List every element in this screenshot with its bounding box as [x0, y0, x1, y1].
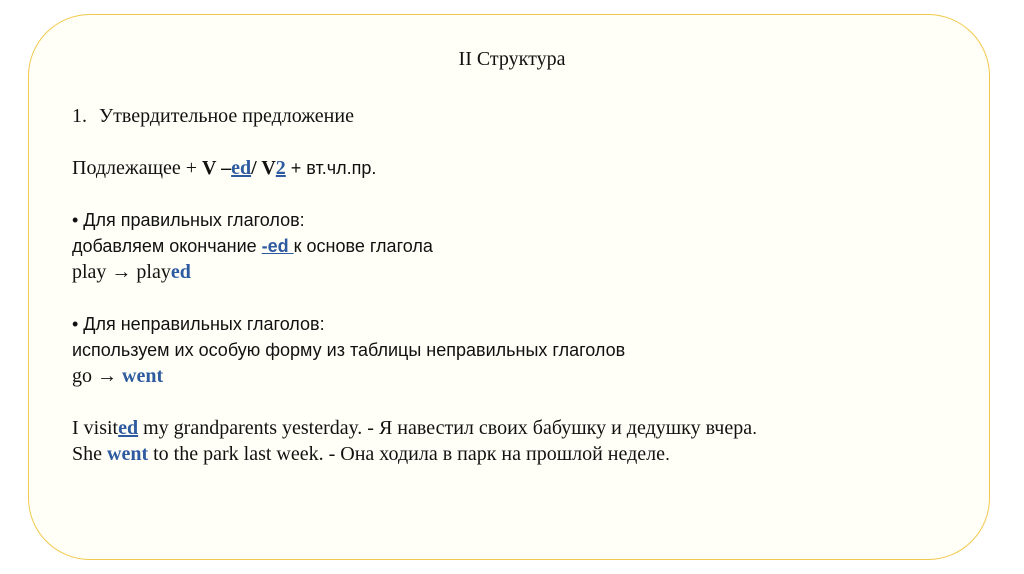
section-heading-text: Утвердительное предложение [99, 105, 354, 127]
section-heading [72, 103, 972, 129]
irregular-example-base: go → [72, 365, 122, 387]
irregular-verbs-example [72, 363, 972, 389]
formula-rest: + вт.чл.пр. [285, 158, 377, 178]
example-2-post: to the park last week. - Она ходила в парк на прошлой неделе [148, 443, 666, 465]
irregular-verbs-bullet: • Для неправильных глаголов: [72, 314, 325, 334]
formula-line [72, 155, 972, 181]
regular-verbs-rule [72, 233, 972, 259]
formula-ed: ed [231, 157, 252, 179]
regular-verbs-bullet: • Для правильных глаголов: [72, 210, 305, 230]
slide-content [72, 103, 972, 467]
example-1-highlight: ed [118, 417, 139, 439]
irregular-example-form: went [122, 365, 164, 387]
example-1-post: my grandparents yesterday. - Я навестил своих бабушку и дедушку вчера [138, 417, 753, 439]
example-1-pre: I visit [72, 417, 119, 439]
example-2-highlight: went [107, 443, 149, 465]
formula-subject: Подлежащее + [72, 157, 203, 179]
example-1-end: . [752, 418, 758, 438]
section-number: 1. [72, 105, 87, 127]
formula-slash: / [251, 157, 262, 179]
regular-rule-ending: -ed [261, 236, 294, 256]
irregular-verbs-rule: используем их особую форму из таблицы неправильных глаголов [72, 340, 626, 360]
regular-example-base: play → play [72, 261, 171, 283]
slide-title: II Структура [458, 48, 566, 70]
example-sentence-2 [72, 441, 972, 467]
regular-verbs-example [72, 259, 972, 285]
formula-v2-number: 2 [275, 157, 286, 179]
example-2-end: . [665, 444, 671, 464]
formula-v2-letter: V [261, 157, 276, 179]
formula-v: V – [202, 157, 232, 179]
example-sentence-1 [72, 415, 972, 441]
regular-rule-prefix: добавляем окончание [72, 236, 262, 256]
regular-rule-suffix: к основе глагола [293, 236, 433, 256]
example-2-pre: She [72, 443, 107, 465]
regular-example-ending: ed [170, 261, 191, 283]
